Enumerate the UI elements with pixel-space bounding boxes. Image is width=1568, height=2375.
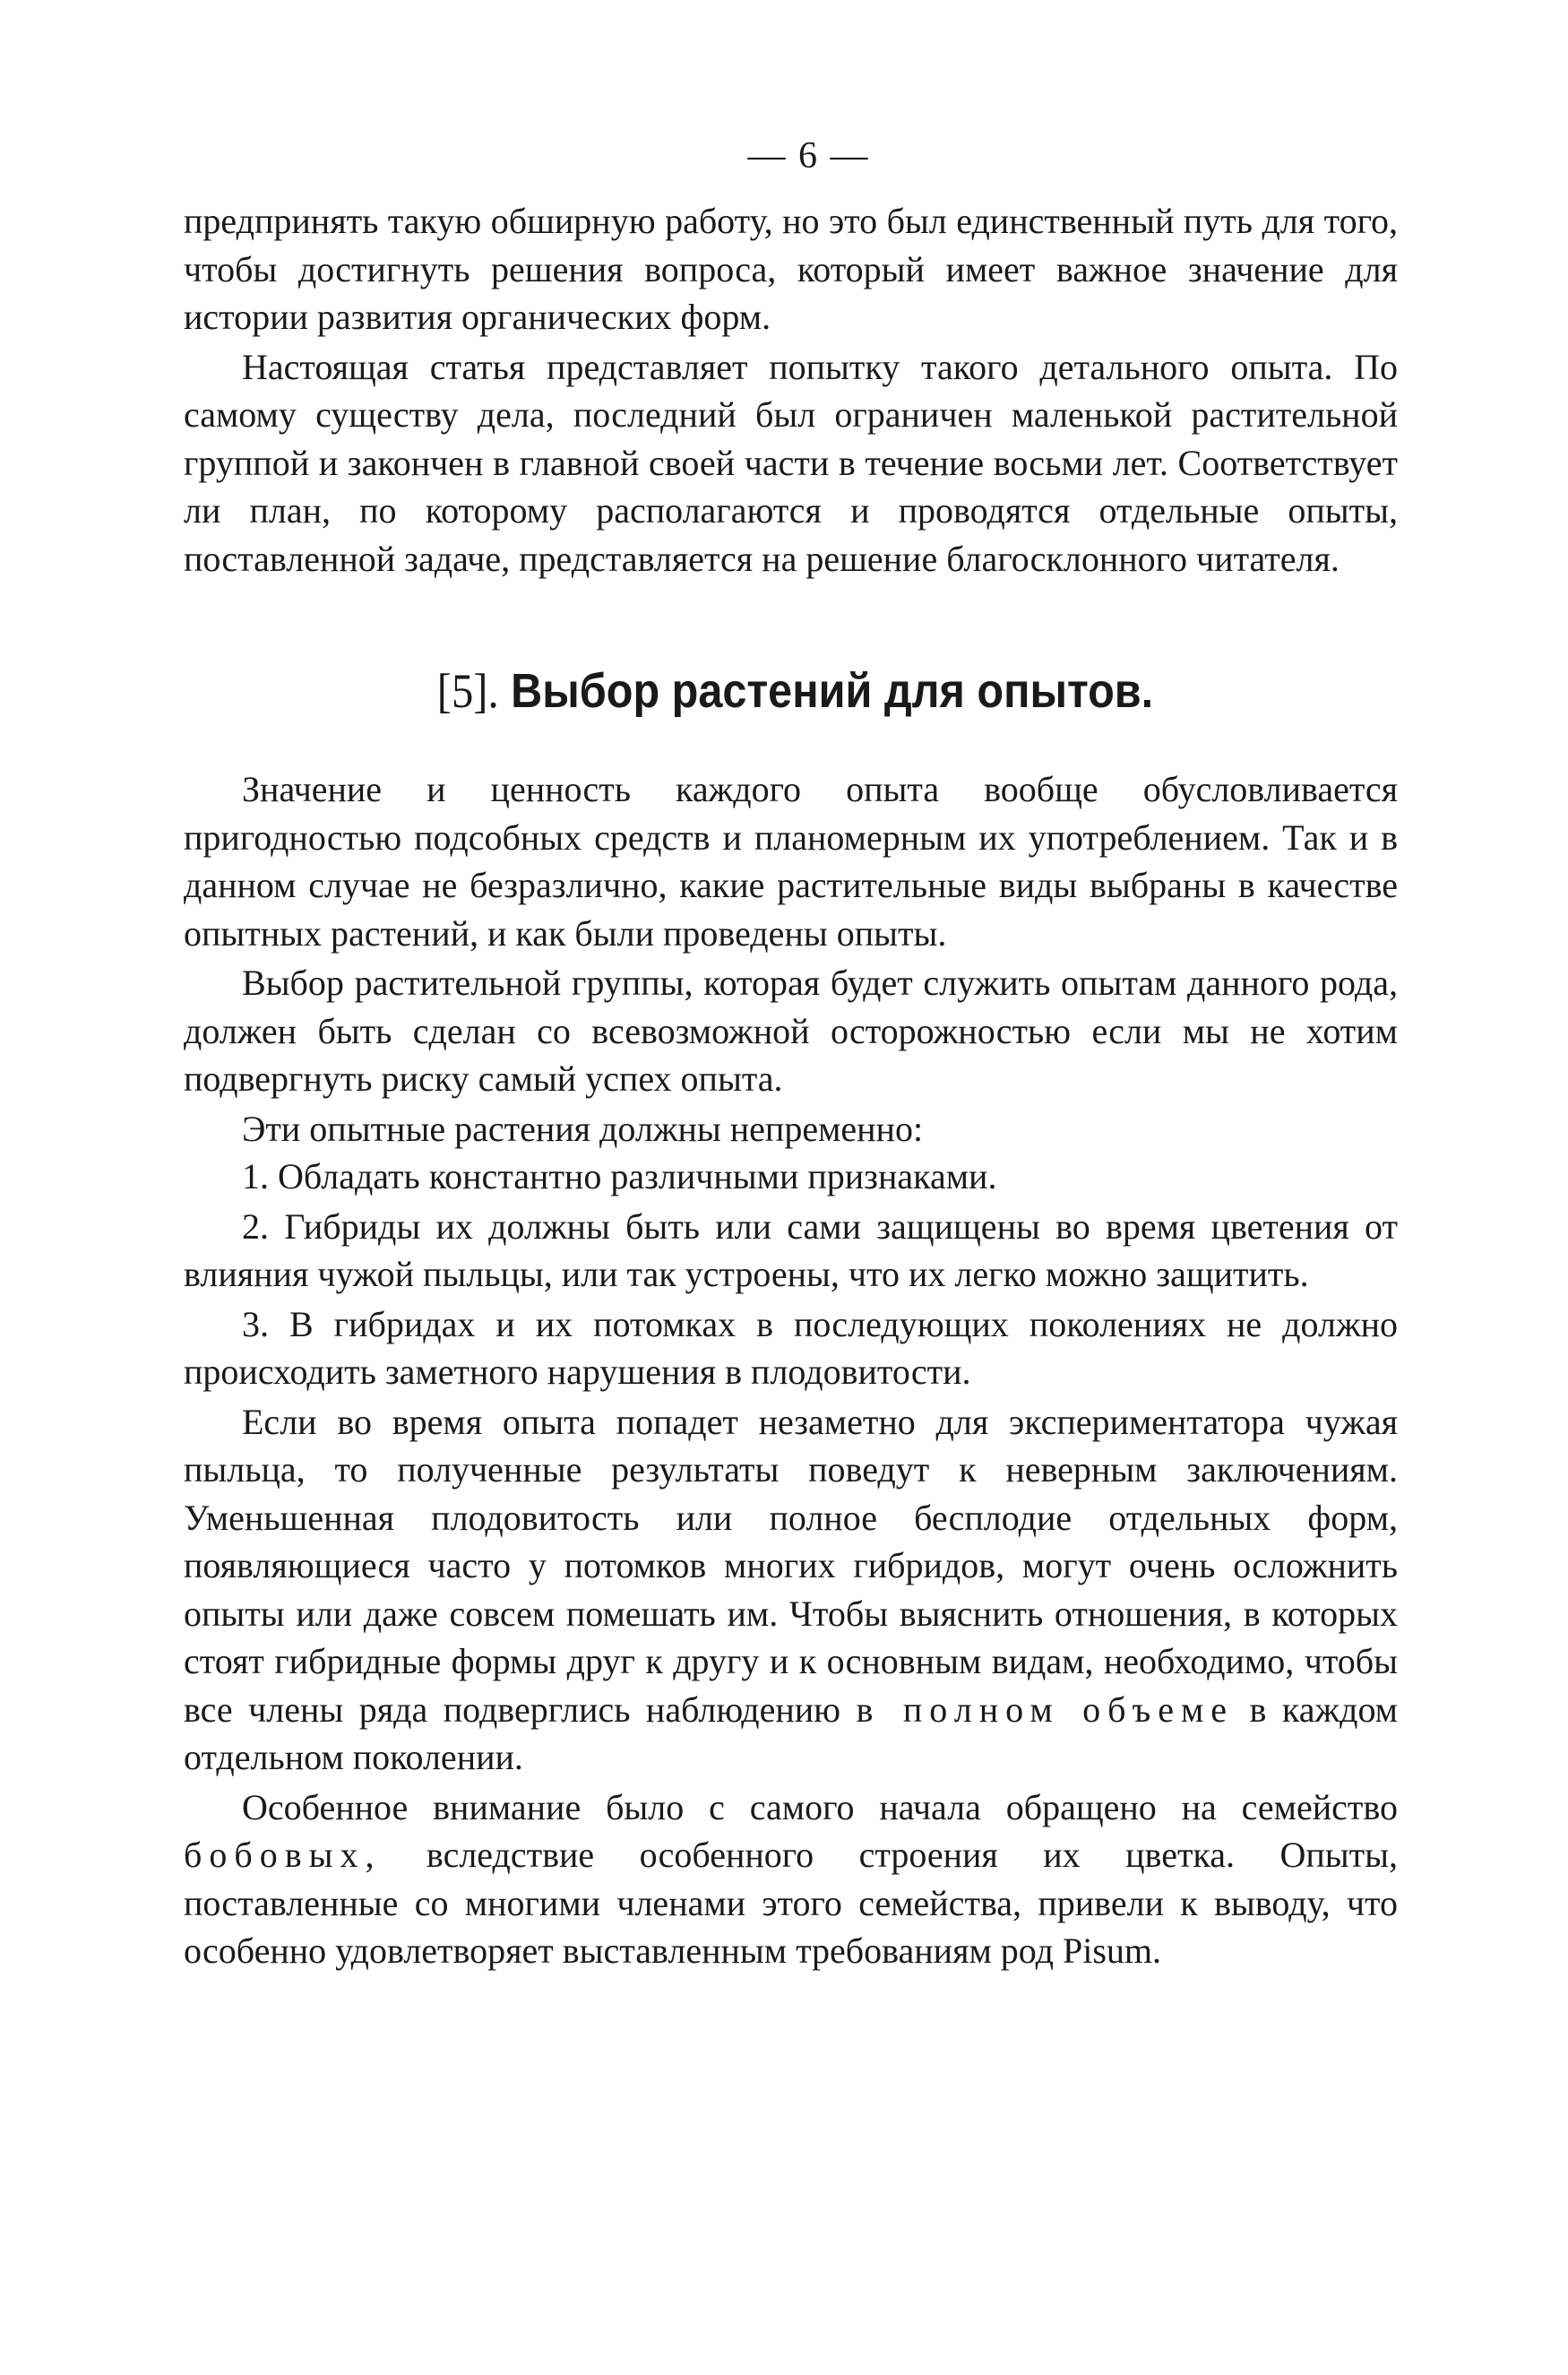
paragraph-continuation: предпринять такую обширную работу, но это был единственный путь для того, чтобы достигнуть решения вопроса, который имеет важное значение для истории развития органических форм. bbox=[184, 201, 1398, 337]
pollen-text-end: в каждом отдельном поколении. bbox=[184, 1688, 1398, 1777]
paragraph-article-intro: Настоящая статья представляет попытку такого детального опыта. По самому существу дела, последний был ограничен маленькой растительной группой и закончен в главной своей части в течение восьми лет. Соответствует ли план, по которому располагаются и проводятся отдельные опыты, поставленной задаче, представляется на решение благосклонного читателя. bbox=[184, 346, 1398, 579]
paragraph-choice-of-group: Выбор растительной группы, которая будет служить опытам данного рода, должен быть сделан со всевозможной осторожностью если мы не хотим подвергнуть риску самый успех опыта. bbox=[184, 963, 1398, 1099]
section-number: [5]. bbox=[436, 664, 499, 718]
pollen-text-start: Если во время опыта попадет незаметно для экспериментатора чужая пыльца, то полученные результаты поведут к неверным заключениям. Уменьшенная плодовитость или полное бесплодие отдельных форм, появляющиеся часто у потомков многих гибридов, могут очень осложнить опыты или даже совсем помешать им. Чтобы выяснить отношения, в которых стоят гибридные формы друг к другу и к основным видам, необходимо, чтобы все члены ряда подверглись наблюдению bbox=[184, 1401, 1398, 1730]
legumes-text-end: вследствие особенного строения их цветка. Опыты, поставленные со многими членами этого семейства, привели к выводу, что особенно удовлетворяет выставленным требованиям род Pisum. bbox=[184, 1835, 1398, 1971]
document-page bbox=[184, 134, 1398, 1975]
list-item: 1. Обладать константно различными признаками. bbox=[242, 1156, 997, 1196]
legumes-emphasis: бобовых, bbox=[184, 1835, 382, 1875]
section-title: Выбор растений для опытов. bbox=[511, 664, 1154, 718]
list-item: 2. Гибриды их должны быть или сами защищены во время цветения от влияния чужой пыльцы, или так устроены, что их легко можно защитить. bbox=[184, 1205, 1398, 1294]
paragraph-legumes bbox=[184, 1783, 1398, 1975]
pollen-emphasis: в полном объеме bbox=[856, 1688, 1235, 1730]
section-heading bbox=[253, 661, 1338, 721]
paragraph-requirements-intro: Эти опытные растения должны непременно: bbox=[242, 1108, 924, 1149]
page-number: — 6 — bbox=[747, 135, 870, 177]
paragraph-value-of-experiment: Значение и ценность каждого опыта вообще обусловливается пригодностью подсобных средств и планомерным их употреблением. Так и в данном случае не безразлично, какие растительные виды выбраны в качестве опытных растений, и как были проведены опыты. bbox=[184, 769, 1398, 954]
list-item: 3. В гибридах и их потомках в последующих поколениях не должно происходить заметного нарушения в плодовитости. bbox=[184, 1303, 1398, 1392]
legumes-text-start: Особенное внимание было с самого начала обращено на семейство bbox=[242, 1786, 1398, 1827]
paragraph-foreign-pollen bbox=[184, 1398, 1398, 1782]
